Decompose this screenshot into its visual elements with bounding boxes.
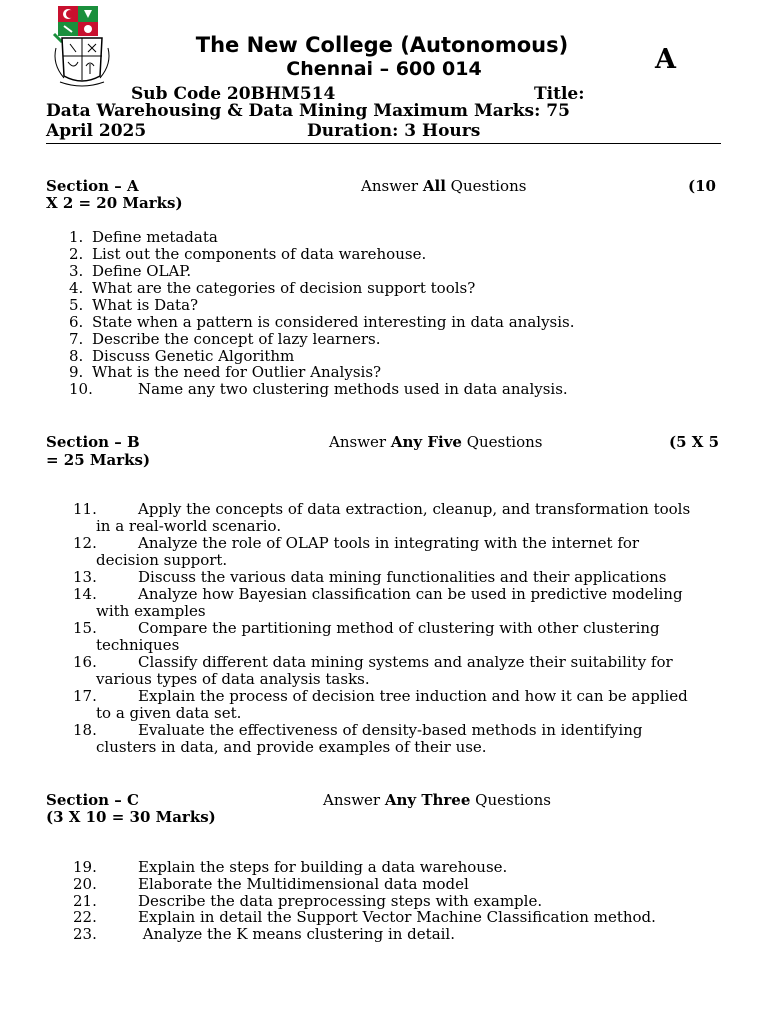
title-label: Title:: [534, 84, 585, 104]
subject-code: Sub Code 20BHM514: [131, 84, 336, 104]
subject-title-and-marks: Data Warehousing & Data Mining Maximum Marks: 75: [46, 101, 570, 121]
section-instruction: Answer All Questions: [361, 177, 527, 195]
section-title: Section – C: [46, 791, 139, 809]
exam-duration: Duration: 3 Hours: [307, 121, 481, 141]
section-title: Section – B: [46, 433, 140, 451]
section-marks: (10: [688, 177, 716, 195]
section-marks: (5 X 5: [669, 433, 720, 451]
section-marks: (3 X 10 = 30 Marks): [46, 808, 216, 826]
question-set-letter: A: [655, 44, 676, 75]
section-title: Section – A: [46, 177, 139, 195]
section-instruction: Answer Any Three Questions: [323, 791, 551, 809]
section-marks-continued: = 25 Marks): [46, 451, 151, 469]
exam-date: April 2025: [46, 121, 147, 141]
section-instruction: Answer Any Five Questions: [329, 433, 543, 451]
college-name: The New College (Autonomous): [195, 33, 569, 57]
college-city: Chennai – 600 014: [286, 58, 482, 80]
section-marks-continued: X 2 = 20 Marks): [46, 194, 183, 212]
header-divider: [46, 143, 721, 144]
